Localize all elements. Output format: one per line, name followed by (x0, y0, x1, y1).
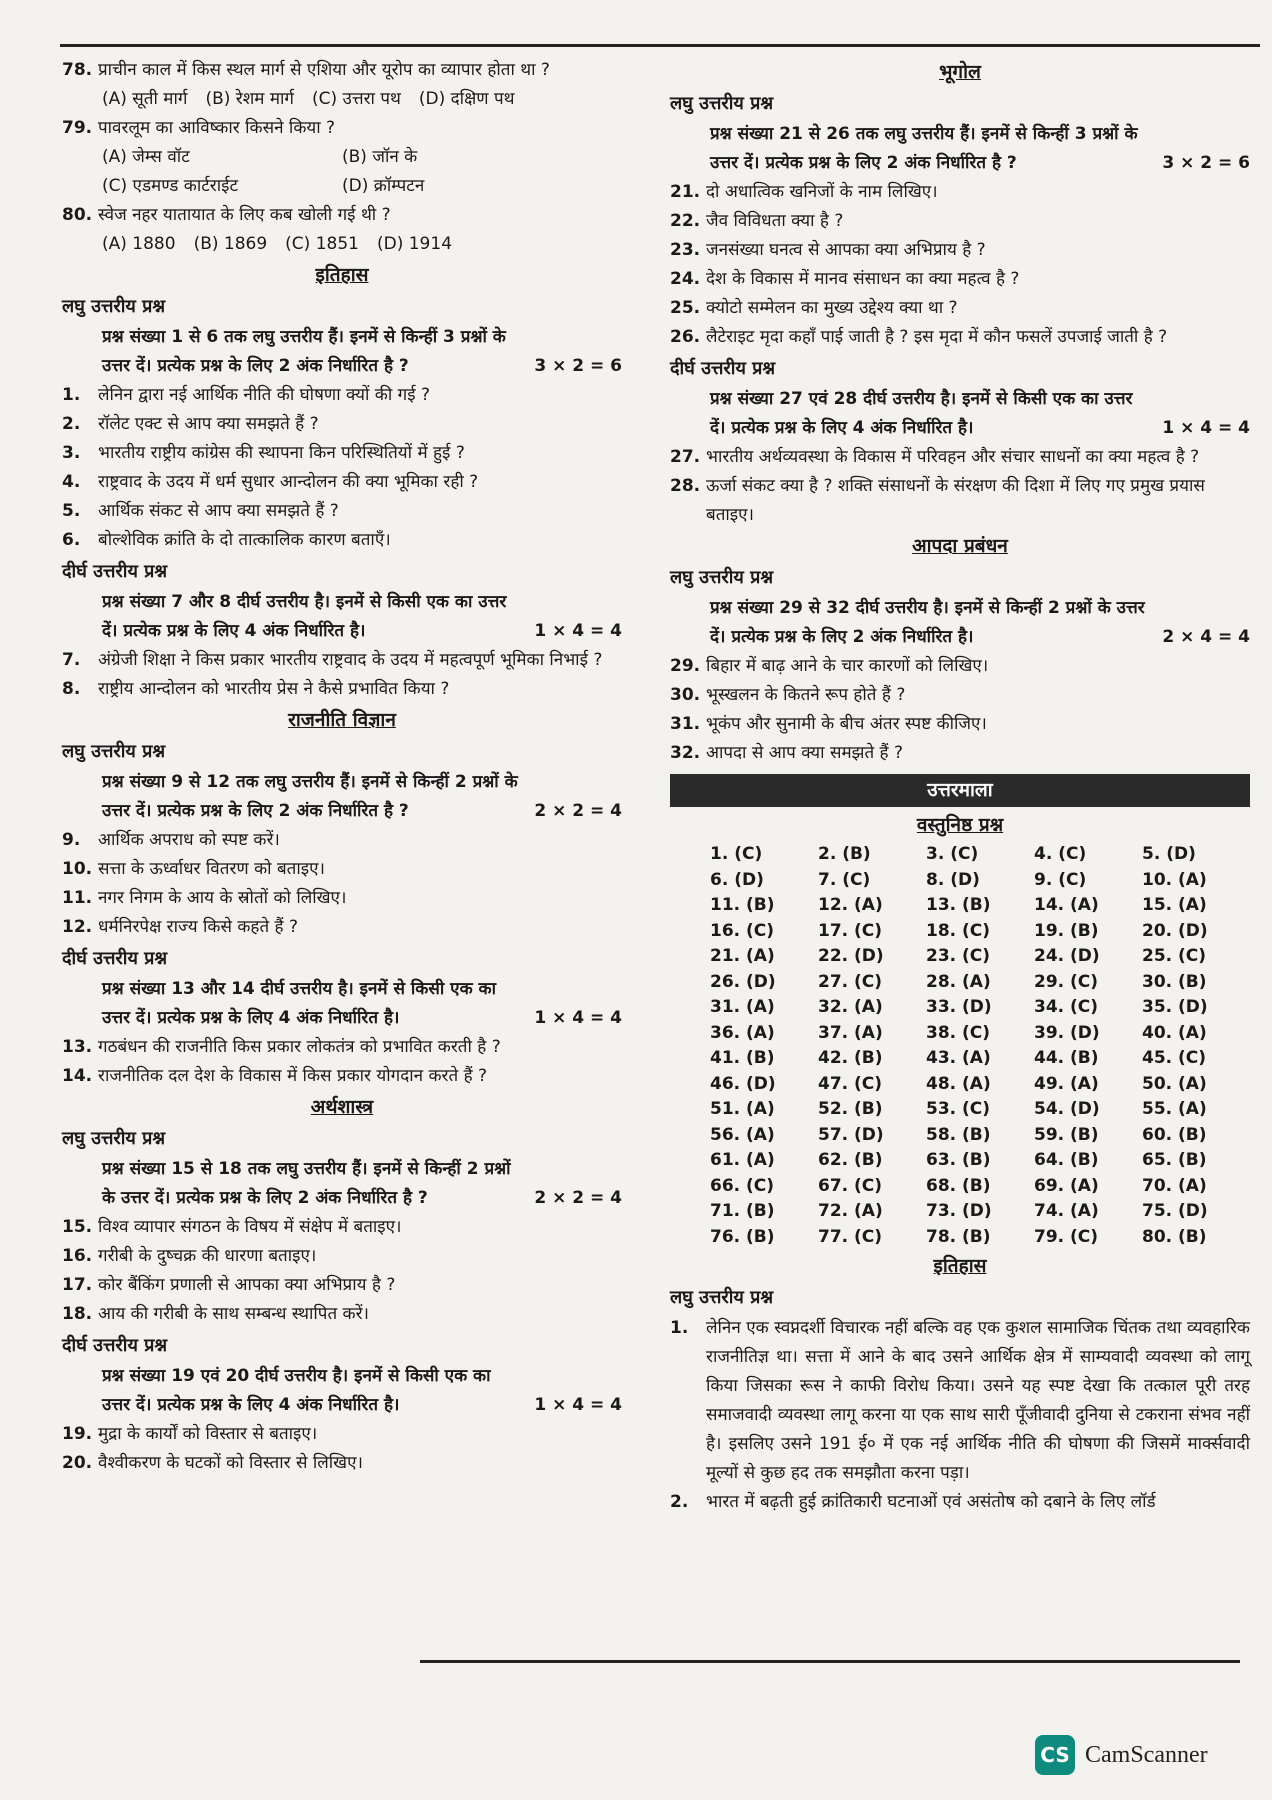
question-item (62, 526, 622, 555)
question-number: 4. (62, 472, 81, 492)
question-item (62, 497, 622, 526)
answer-item: 41. (B) (710, 1048, 775, 1068)
question-text: क्योटो सम्मेलन का मुख्य उद्देश्य क्या था ? (706, 298, 958, 318)
options (62, 143, 622, 201)
instruction (62, 1155, 622, 1213)
answer-item: 12. (A) (818, 895, 883, 915)
camscanner-watermark (1035, 1735, 1208, 1775)
question-text: ऊर्जा संकट क्या है ? शक्ति संसाधनों के संरक्षण की दिशा में लिए गए प्रमुख प्रयास बताइए। (706, 476, 1205, 525)
answer-item: 15. (A) (1142, 895, 1207, 915)
question-text: लेनिन द्वारा नई आर्थिक नीति की घोषणा क्यों की गई ? (98, 385, 430, 405)
question-text: जनसंख्या घनत्व से आपका क्या अभिप्राय है ? (706, 240, 986, 260)
question-text: आय की गरीबी के साथ सम्बन्ध स्थापित करें। (98, 1304, 369, 1324)
question-number: 9. (62, 830, 81, 850)
instruction-text: प्रश्न संख्या 9 से 12 तक लघु उत्तरीय हैं। इनमें से किन्हीं 2 प्रश्नों के उत्तर दें। प्रत्येक प्रश्न के लिए 2 अंक निर्धारित है ? (102, 772, 518, 821)
answer-item: 61. (A) (710, 1150, 775, 1170)
right-column (670, 56, 1250, 1517)
camscanner-text: CamScanner (1085, 1741, 1208, 1768)
answer-item: 30. (B) (1142, 971, 1207, 992)
answers-header: उत्तरमाला (670, 774, 1250, 807)
answer-item: 32. (A) (818, 997, 883, 1017)
answer-item: 58. (B) (926, 1124, 991, 1145)
answer-item: 46. (D) (710, 1073, 776, 1094)
question-number: 26. (670, 327, 701, 347)
instruction (670, 120, 1250, 178)
question-item (62, 913, 622, 942)
answer-item: 29. (C) (1034, 971, 1099, 992)
answer-item: 59. (B) (1034, 1124, 1099, 1145)
question-item (670, 265, 1250, 294)
question-number: 3. (62, 443, 81, 463)
instruction-text: प्रश्न संख्या 29 से 32 दीर्घ उत्तरीय है। इनमें से किन्हीं 2 प्रश्नों के उत्तर दें। प्रत्येक प्रश्न के लिए 2 अंक निर्धारित है। (710, 598, 1145, 647)
question-text: वैश्वीकरण के घटकों को विस्तार से लिखिए। (98, 1453, 363, 1473)
answer-item: 42. (B) (818, 1048, 883, 1068)
answer-item: 25. (C) (1142, 946, 1207, 966)
question-number: 25. (670, 298, 701, 318)
answer-grid (670, 842, 1250, 1250)
question-number: 27. (670, 447, 701, 467)
question-item (62, 1242, 622, 1271)
option: (D) क्रॉम्पटन (342, 176, 425, 196)
question-item (62, 439, 622, 468)
question-number: 30. (670, 685, 701, 705)
answer-item: 68. (B) (926, 1175, 991, 1196)
section-title: इतिहास (315, 264, 369, 286)
question-number: 29. (670, 656, 701, 676)
answer-item: 14. (A) (1034, 895, 1099, 915)
question-number: 1. (62, 385, 81, 405)
question-item (62, 114, 622, 143)
marks-formula: 1 × 4 = 4 (534, 621, 622, 641)
question-text: राजनीतिक दल देश के विकास में किस प्रकार योगदान करते हैं ? (98, 1066, 488, 1086)
section-title: अर्थशास्त्र (310, 1096, 374, 1118)
instruction-text: प्रश्न संख्या 19 एवं 20 दीर्घ उत्तरीय है। इनमें से किसी एक का उत्तर दें। प्रत्येक प्रश्न के लिए 4 अंक निर्धारित है। (102, 1366, 491, 1415)
question-item (62, 855, 622, 884)
subsection-title: दीर्घ उत्तरीय प्रश्न (62, 1335, 168, 1356)
option: (C) उत्तरा पथ (312, 89, 401, 109)
question-item (670, 236, 1250, 265)
question-text: सत्ता के ऊर्ध्वाधर वितरण को बताइए। (98, 859, 325, 879)
question-number: 23. (670, 240, 701, 260)
answer-item: 9. (C) (1034, 869, 1087, 890)
answer-item: 50. (A) (1142, 1073, 1207, 1094)
question-text: राष्ट्रवाद के उदय में धर्म सुधार आन्दोलन की क्या भूमिका रही ? (98, 472, 479, 492)
question-item (670, 323, 1250, 352)
answer-item: 65. (B) (1142, 1150, 1207, 1170)
answer-item: 23. (C) (926, 946, 991, 966)
answer-item: 2. (B) (818, 844, 871, 864)
question-item (670, 739, 1250, 768)
answer-item: 37. (A) (818, 1022, 883, 1043)
answer-item: 13. (B) (926, 895, 991, 915)
option: (A) सूती मार्ग (102, 89, 188, 109)
question-number: 15. (62, 1217, 93, 1237)
subsection-title: दीर्घ उत्तरीय प्रश्न (62, 561, 168, 582)
question-item (62, 201, 622, 230)
answer-item: 40. (A) (1142, 1022, 1207, 1043)
marks-formula: 1 × 4 = 4 (534, 1008, 622, 1028)
answer-item: 22. (D) (818, 946, 884, 966)
question-item (62, 56, 622, 85)
answer-item: 27. (C) (818, 971, 883, 992)
option: (C) एडमण्ड कार्टराईट (102, 176, 239, 196)
question-number: 32. (670, 743, 701, 763)
instruction-text: प्रश्न संख्या 27 एवं 28 दीर्घ उत्तरीय है। इनमें से किसी एक का उत्तर दें। प्रत्येक प्रश्न के लिए 4 अंक निर्धारित है। (710, 389, 1133, 438)
answer-item: 7. (C) (818, 869, 871, 890)
question-number: 5. (62, 501, 81, 521)
answer-item: 21. (A) (710, 946, 775, 966)
question-number: 6. (62, 530, 81, 550)
option: (B) 1869 (193, 234, 268, 254)
instruction (62, 1362, 622, 1420)
question-number: 18. (62, 1304, 93, 1324)
marks-formula: 3 × 2 = 6 (534, 356, 622, 376)
answer-item: 75. (D) (1142, 1201, 1208, 1221)
instruction (62, 588, 622, 646)
question-text: आर्थिक अपराध को स्पष्ट करें। (98, 830, 280, 850)
question-item (670, 443, 1250, 472)
question-text: विश्व व्यापार संगठन के विषय में संक्षेप में बताइए। (98, 1217, 402, 1237)
history-answers-title: इतिहास (933, 1255, 987, 1277)
marks-formula: 2 × 2 = 4 (534, 801, 622, 821)
question-number: 22. (670, 211, 701, 231)
question-number: 21. (670, 182, 701, 202)
question-text: राष्ट्रीय आन्दोलन को भारतीय प्रेस ने कैसे प्रभावित किया ? (98, 679, 450, 699)
answer-paragraph (670, 1488, 1250, 1517)
answer-item: 5. (D) (1142, 844, 1196, 864)
options (62, 85, 622, 114)
question-text: भारतीय अर्थव्यवस्था के विकास में परिवहन और संचार साधनों का क्या महत्व है ? (706, 447, 1200, 467)
question-item (62, 1420, 622, 1449)
instruction (62, 975, 622, 1033)
answer-item: 20. (D) (1142, 920, 1208, 941)
question-text: बिहार में बाढ़ आने के चार कारणों को लिखिए। (706, 656, 989, 676)
question-number: 17. (62, 1275, 93, 1295)
question-item (62, 1271, 622, 1300)
answer-item: 64. (B) (1034, 1150, 1099, 1170)
question-text: मुद्रा के कार्यों को विस्तार से बताइए। (98, 1424, 318, 1444)
question-item (62, 1062, 622, 1091)
answer-item: 52. (B) (818, 1099, 883, 1119)
question-item (62, 646, 622, 675)
instruction (670, 594, 1250, 652)
question-item (62, 884, 622, 913)
answer-item: 1. (C) (710, 844, 763, 864)
answer-item: 56. (A) (710, 1124, 775, 1145)
question-item (62, 826, 622, 855)
answer-item: 80. (B) (1142, 1226, 1207, 1247)
question-item (670, 178, 1250, 207)
option: (D) दक्षिण पथ (418, 89, 515, 109)
answer-item: 74. (A) (1034, 1201, 1099, 1221)
answer-item: 8. (D) (926, 869, 980, 890)
answer-item: 69. (A) (1034, 1175, 1099, 1196)
question-number: 78. (62, 60, 93, 80)
answer-item: 63. (B) (926, 1150, 991, 1170)
instruction-text: प्रश्न संख्या 13 और 14 दीर्घ उत्तरीय है। इनमें से किसी एक का उत्तर दें। प्रत्येक प्रश्न के लिए 4 अंक निर्धारित है। (102, 979, 497, 1028)
question-text: गरीबी के दुष्चक्र की धारणा बताइए। (98, 1246, 317, 1266)
question-number: 12. (62, 917, 93, 937)
question-text: जैव विविधता क्या है ? (706, 211, 844, 231)
question-number: 16. (62, 1246, 93, 1266)
answer-item: 4. (C) (1034, 844, 1087, 864)
subsection-title: लघु उत्तरीय प्रश्न (62, 296, 166, 317)
section-title: आपदा प्रबंधन (912, 535, 1008, 557)
question-item (62, 410, 622, 439)
question-text: स्वेज नहर यातायात के लिए कब खोली गई थी ? (98, 205, 391, 225)
question-number: 19. (62, 1424, 93, 1444)
question-number: 24. (670, 269, 701, 289)
question-number: 79. (62, 118, 93, 138)
subsection-title: लघु उत्तरीय प्रश्न (670, 567, 774, 588)
answer-item: 26. (D) (710, 971, 776, 992)
answer-item: 57. (D) (818, 1124, 884, 1145)
answer-item: 70. (A) (1142, 1175, 1207, 1196)
answer-item: 77. (C) (818, 1226, 883, 1247)
answer-item: 36. (A) (710, 1022, 775, 1043)
question-item (670, 472, 1250, 530)
answer-item: 51. (A) (710, 1099, 775, 1119)
subsection-title: लघु उत्तरीय प्रश्न (670, 93, 774, 114)
answer-item: 44. (B) (1034, 1048, 1099, 1068)
question-text: भारतीय राष्ट्रीय कांग्रेस की स्थापना किन परिस्थितियों में हुई ? (98, 443, 465, 463)
marks-formula: 1 × 4 = 4 (534, 1395, 622, 1415)
options (62, 230, 622, 259)
answer-item: 49. (A) (1034, 1073, 1099, 1094)
marks-formula: 3 × 2 = 6 (1162, 153, 1250, 173)
camscanner-logo-icon: CS (1035, 1735, 1075, 1775)
answer-item: 3. (C) (926, 844, 979, 864)
question-item (670, 710, 1250, 739)
answer-item: 76. (B) (710, 1226, 775, 1247)
option: (D) 1914 (376, 234, 453, 254)
subsection-title: लघु उत्तरीय प्रश्न (62, 1128, 166, 1149)
option: (C) 1851 (285, 234, 359, 254)
answer-item: 47. (C) (818, 1073, 883, 1094)
answer-item: 55. (A) (1142, 1099, 1207, 1119)
question-number: 31. (670, 714, 701, 734)
answer-item: 17. (C) (818, 920, 883, 941)
section-title: राजनीति विज्ञान (288, 709, 396, 731)
question-item (670, 207, 1250, 236)
option: (B) जॉन के (342, 147, 418, 167)
answer-item: 38. (C) (926, 1022, 991, 1043)
instruction (62, 768, 622, 826)
answer-item: 28. (A) (926, 971, 991, 992)
question-text: धर्मनिरपेक्ष राज्य किसे कहते हैं ? (98, 917, 298, 937)
question-item (670, 652, 1250, 681)
answer-item: 34. (C) (1034, 997, 1099, 1017)
answer-item: 31. (A) (710, 997, 775, 1017)
instruction-text: प्रश्न संख्या 21 से 26 तक लघु उत्तरीय हैं। इनमें से किन्हीं 3 प्रश्नों के उत्तर दें। प्रत्येक प्रश्न के लिए 2 अंक निर्धारित है ? (710, 124, 1138, 173)
option: (A) जेम्स वॉट (102, 147, 190, 167)
answer-item: 73. (D) (926, 1201, 992, 1221)
question-text: कोर बैंकिंग प्रणाली से आपका क्या अभिप्राय है ? (98, 1275, 396, 1295)
objective-title: वस्तुनिष्ठ प्रश्न (916, 814, 1004, 836)
subsection-title: लघु उत्तरीय प्रश्न (62, 741, 166, 762)
answer-item: 53. (C) (926, 1099, 991, 1119)
question-item (62, 1449, 622, 1478)
question-text: अंग्रेजी शिक्षा ने किस प्रकार भारतीय राष्ट्रवाद के उदय में महत्वपूर्ण भूमिका निभाई ? (98, 650, 603, 670)
question-text: भूस्खलन के कितने रूप होते हैं ? (706, 685, 906, 705)
answer-number: 2. (670, 1492, 689, 1512)
answer-number: 1. (670, 1318, 689, 1338)
marks-formula: 1 × 4 = 4 (1162, 418, 1250, 438)
answer-item: 19. (B) (1034, 920, 1099, 941)
question-item (62, 381, 622, 410)
answer-item: 10. (A) (1142, 869, 1207, 890)
question-text: लैटेराइट मृदा कहाँ पाई जाती है ? इस मृदा में कौन फसलें उपजाई जाती है ? (706, 327, 1168, 347)
question-text: देश के विकास में मानव संसाधन का क्या महत्व है ? (706, 269, 1020, 289)
question-text: रॉलेट एक्ट से आप क्या समझते हैं ? (98, 414, 319, 434)
answer-item: 45. (C) (1142, 1048, 1207, 1068)
question-number: 20. (62, 1453, 93, 1473)
answer-item: 18. (C) (926, 920, 991, 941)
question-number: 7. (62, 650, 81, 670)
subsection-title: दीर्घ उत्तरीय प्रश्न (62, 948, 168, 969)
question-number: 11. (62, 888, 93, 908)
answer-item: 24. (D) (1034, 946, 1100, 966)
left-column (62, 56, 622, 1478)
question-text: गठबंधन की राजनीति किस प्रकार लोकतंत्र को प्रभावित करती है ? (98, 1037, 501, 1057)
answer-item: 35. (D) (1142, 997, 1208, 1017)
question-number: 2. (62, 414, 81, 434)
question-text: पावरलूम का आविष्कार किसने किया ? (98, 118, 336, 138)
answer-item: 67. (C) (818, 1175, 883, 1196)
answer-item: 66. (C) (710, 1175, 775, 1196)
answer-item: 54. (D) (1034, 1099, 1100, 1119)
question-text: नगर निगम के आय के स्रोतों को लिखिए। (98, 888, 347, 908)
marks-formula: 2 × 2 = 4 (534, 1188, 622, 1208)
answer-paragraph (670, 1314, 1250, 1488)
instruction-text: प्रश्न संख्या 7 और 8 दीर्घ उत्तरीय है। इनमें से किसी एक का उत्तर दें। प्रत्येक प्रश्न के लिए 4 अंक निर्धारित है। (102, 592, 507, 641)
answer-item: 33. (D) (926, 997, 992, 1017)
question-text: बोल्शेविक क्रांति के दो तात्कालिक कारण बताएँ। (98, 530, 391, 550)
question-number: 14. (62, 1066, 93, 1086)
answer-item: 6. (D) (710, 869, 764, 890)
answer-item: 62. (B) (818, 1150, 883, 1170)
question-text: भूकंप और सुनामी के बीच अंतर स्पष्ट कीजिए। (706, 714, 987, 734)
section-title: भूगोल (939, 61, 981, 83)
answer-item: 11. (B) (710, 895, 775, 915)
answer-item: 16. (C) (710, 920, 775, 941)
instruction (62, 323, 622, 381)
question-text: दो अधात्विक खनिजों के नाम लिखिए। (706, 182, 938, 202)
subsection-title: दीर्घ उत्तरीय प्रश्न (670, 358, 776, 379)
question-number: 13. (62, 1037, 93, 1057)
option: (B) रेशम मार्ग (205, 89, 294, 109)
question-item (62, 1300, 622, 1329)
question-number: 8. (62, 679, 81, 699)
question-number: 80. (62, 205, 93, 225)
answer-text: भारत में बढ़ती हुई क्रांतिकारी घटनाओं एवं असंतोष को दबाने के लिए लॉर्ड (706, 1492, 1156, 1512)
answer-text: लेनिन एक स्वप्नदर्शी विचारक नहीं बल्कि वह एक कुशल सामाजिक चिंतक तथा व्यवहारिक राजनीतिज्ञ था। सत्ता में आने के बाद उसने आर्थिक क्षेत्र में साम्यवादी व्यवस्था को लागू किया जिसका रूस ने काफी विरोध किया। उसने यह स्पष्ट देखा कि तत्काल पूरी तरह समाजवादी व्यवस्था लागू करना या एक साथ सारी पूँजीवादी दुनिया से टकराना संभव नहीं है। इसलिए उसने 191 ई० में एक नई आर्थिक नीति की घोषणा की जिसमें मार्क्सवादी मूल्यों से कुछ हद तक समझौता करना पड़ा। (706, 1318, 1250, 1483)
option: (A) 1880 (102, 234, 176, 254)
question-text: प्राचीन काल में किस स्थल मार्ग से एशिया और यूरोप का व्यापार होता था ? (98, 60, 550, 80)
answer-item: 78. (B) (926, 1226, 991, 1247)
answer-item: 43. (A) (926, 1048, 991, 1068)
question-number: 28. (670, 476, 701, 496)
answer-item: 71. (B) (710, 1201, 775, 1221)
answer-item: 79. (C) (1034, 1226, 1099, 1247)
instruction (670, 385, 1250, 443)
question-text: आपदा से आप क्या समझते हैं ? (706, 743, 904, 763)
history-answers-subtitle: लघु उत्तरीय प्रश्न (670, 1287, 774, 1308)
question-number: 10. (62, 859, 93, 879)
question-item (62, 675, 622, 704)
marks-formula: 2 × 4 = 4 (1162, 627, 1250, 647)
instruction-text: प्रश्न संख्या 1 से 6 तक लघु उत्तरीय हैं। इनमें से किन्हीं 3 प्रश्नों के उत्तर दें। प्रत्येक प्रश्न के लिए 2 अंक निर्धारित है ? (102, 327, 506, 376)
answer-item: 39. (D) (1034, 1022, 1100, 1043)
bottom-rule (420, 1660, 1240, 1663)
instruction-text: प्रश्न संख्या 15 से 18 तक लघु उत्तरीय हैं। इनमें से किन्हीं 2 प्रश्नों के उत्तर दें। प्रत्येक प्रश्न के लिए 2 अंक निर्धारित है ? (102, 1159, 511, 1208)
top-rule (60, 44, 1260, 47)
question-item (670, 681, 1250, 710)
question-text: आर्थिक संकट से आप क्या समझते हैं ? (98, 501, 339, 521)
answer-item: 60. (B) (1142, 1124, 1207, 1145)
question-item (62, 1213, 622, 1242)
question-item (670, 294, 1250, 323)
question-item (62, 1033, 622, 1062)
answer-item: 48. (A) (926, 1073, 991, 1094)
answer-item: 72. (A) (818, 1201, 883, 1221)
question-item (62, 468, 622, 497)
